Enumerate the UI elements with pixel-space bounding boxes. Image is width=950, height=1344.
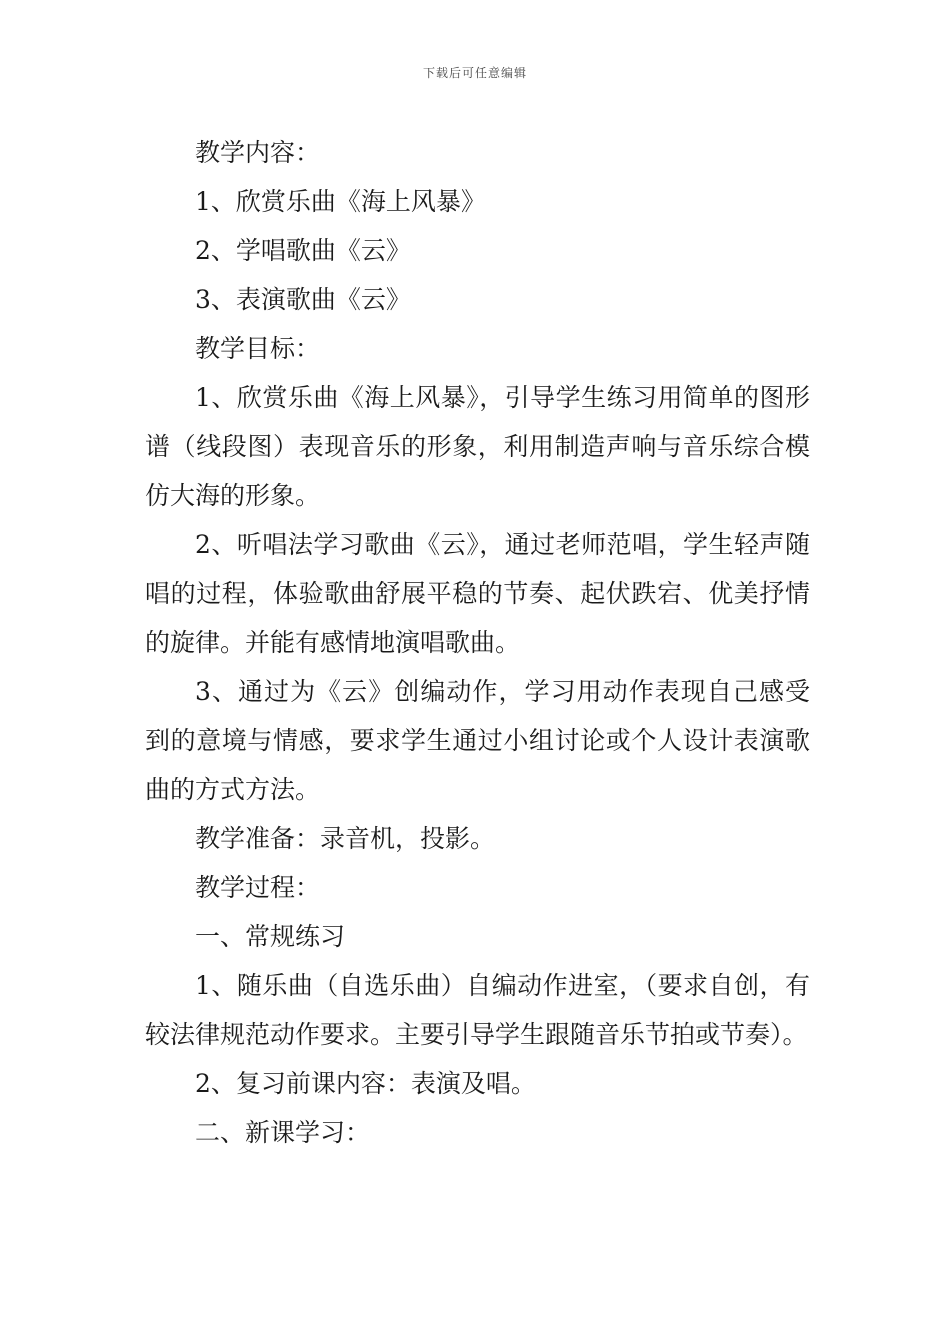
- paragraph-preparation: 教学准备：录音机，投影。: [195, 824, 496, 853]
- paragraph-content-item-2: 2、学唱歌曲《云》: [195, 236, 411, 265]
- paragraph-teaching-goals-heading: 教学目标：: [195, 334, 321, 363]
- paragraph-process-heading: 教学过程：: [195, 873, 321, 902]
- paragraph-goal-1: 1、欣赏乐曲《海上风暴》，引导学生练习用简单的图形谱（线段图）表现音乐的形象，利用制造声响与音乐综合模仿大海的形象。: [145, 383, 810, 510]
- paragraph-section-1-heading: 一、常规练习: [195, 922, 346, 951]
- paragraph-goal-2: 2、听唱法学习歌曲《云》，通过老师范唱，学生轻声随唱的过程，体验歌曲舒展平稳的节奏、起伏跌宕、优美抒情的旋律。并能有感情地演唱歌曲。: [145, 530, 810, 657]
- paragraph-section-1-item-1: 1、随乐曲（自选乐曲）自编动作进室，（要求自创，有较法律规范动作要求。主要引导学生跟随音乐节拍或节奏）。: [145, 971, 810, 1049]
- paragraph-teaching-content-heading: 教学内容：: [195, 138, 321, 167]
- paragraph-section-2-heading: 二、新课学习：: [195, 1118, 371, 1147]
- paragraph-section-1-item-2: 2、复习前课内容：表演及唱。: [195, 1069, 536, 1098]
- paragraph-content-item-3: 3、表演歌曲《云》: [195, 285, 411, 314]
- document-body: [145, 128, 810, 1157]
- paragraph-content-item-1: 1、欣赏乐曲《海上风暴》: [195, 187, 486, 216]
- paragraph-goal-3: 3、通过为《云》创编动作，学习用动作表现自己感受到的意境与情感，要求学生通过小组讨论或个人设计表演歌曲的方式方法。: [145, 677, 810, 804]
- header-note: 下载后可任意编辑: [422, 66, 527, 80]
